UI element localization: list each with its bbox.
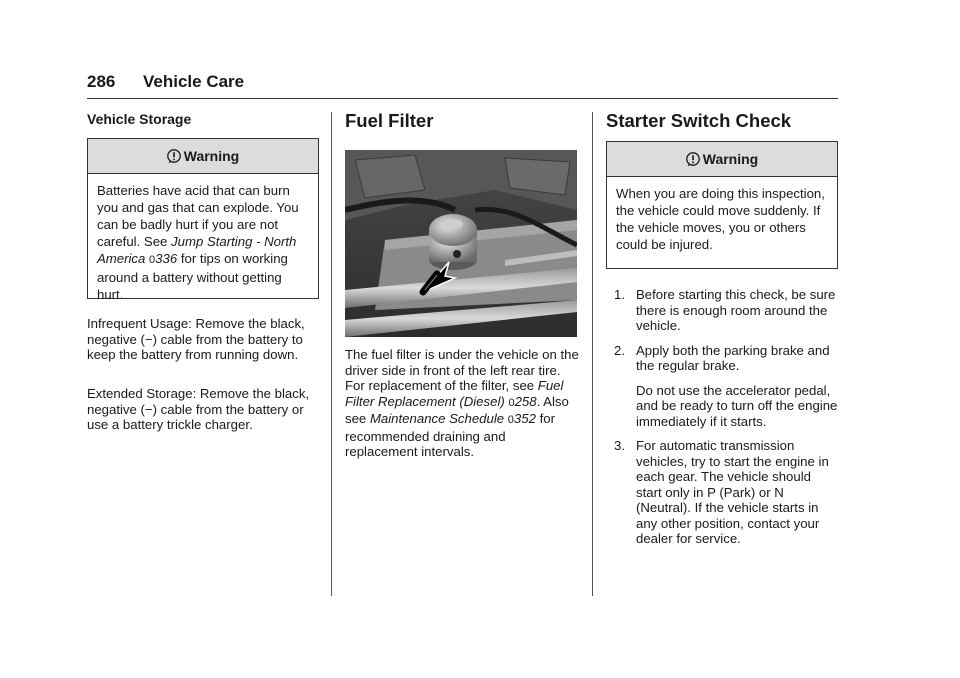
step-text: Apply both the parking brake and the regular brake.: [636, 342, 830, 373]
infrequent-usage-text: Infrequent Usage: Remove the black, negative (−) cable from the battery to keep the battery from running down.: [87, 316, 305, 362]
warning-title: Warning: [183, 148, 240, 164]
list-item: [606, 343, 838, 430]
section-title: Vehicle Care: [143, 72, 245, 91]
step-number: 2.: [614, 342, 625, 358]
step-text: Before starting this check, be sure there is enough room around the vehicle.: [636, 287, 836, 333]
page-ref[interactable]: 352: [513, 411, 536, 426]
header-rule: [87, 98, 838, 99]
step-number: 3.: [614, 438, 625, 453]
warning-text: When you are doing this inspection, the vehicle could move suddenly. If the vehicle moves, you or others could be injured.: [616, 186, 825, 252]
step-text: For automatic transmission vehicles, try to start the engine in each gear. The vehicle should start only in P (Park) or N (Neutral). If the vehicle starts in any other position, contact your dealer for service.: [636, 438, 829, 546]
page-ref-icon: 0: [507, 414, 514, 426]
page-ref-icon: 0: [149, 254, 156, 266]
jump-starting-link[interactable]: Jump Starting - North America: [97, 234, 297, 266]
column-divider: [592, 112, 593, 596]
page-ref-icon: 0: [508, 396, 515, 409]
page-number: 286: [87, 72, 116, 91]
check-steps-list: [606, 287, 838, 556]
list-item: [606, 438, 838, 547]
column-divider: [331, 112, 332, 596]
starter-switch-heading: Starter Switch Check: [606, 110, 792, 131]
vehicle-storage-heading: Vehicle Storage: [87, 111, 192, 127]
starter-warning-box: [606, 141, 838, 269]
warning-title: Warning: [702, 151, 759, 167]
warning-header: [88, 139, 318, 174]
extended-storage-text: Extended Storage: Remove the black, negative (−) cable from the battery or use a battery trickle charger.: [87, 386, 310, 432]
warning-icon: [167, 149, 181, 164]
fuel-filter-illustration: [345, 150, 577, 337]
page-ref[interactable]: 258: [514, 393, 537, 409]
fuel-filter-text: The fuel filter is under the vehicle on the driver side in front of the left rear tire. For replacement of the filter, see Fuel Filter Replacement (Diesel) 0258. Also see Maintenance Schedule 0352 for recommended draining and replacement intervals.: [345, 347, 579, 459]
maintenance-schedule-link[interactable]: Maintenance Schedule: [369, 411, 505, 426]
page-ref[interactable]: 336: [155, 251, 178, 266]
fuel-filter-photo: [345, 150, 577, 337]
warning-text: Batteries have acid that can burn you and gas that can explode. You can be badly hurt if you are not careful. See Jump Starting - North America 0336 for tips on working around a battery without getting hurt.: [97, 183, 299, 302]
warning-header: [607, 142, 837, 177]
fuel-filter-replacement-link[interactable]: Fuel Filter Replacement (Diesel): [345, 378, 564, 409]
list-item: [606, 287, 838, 334]
step-subtext: Do not use the accelerator pedal, and be ready to turn off the engine immediately if it starts.: [636, 382, 838, 429]
warning-icon: [686, 152, 700, 167]
step-number: 1.: [614, 287, 625, 302]
battery-warning-box: [87, 138, 319, 302]
fuel-filter-heading: Fuel Filter: [345, 110, 434, 131]
